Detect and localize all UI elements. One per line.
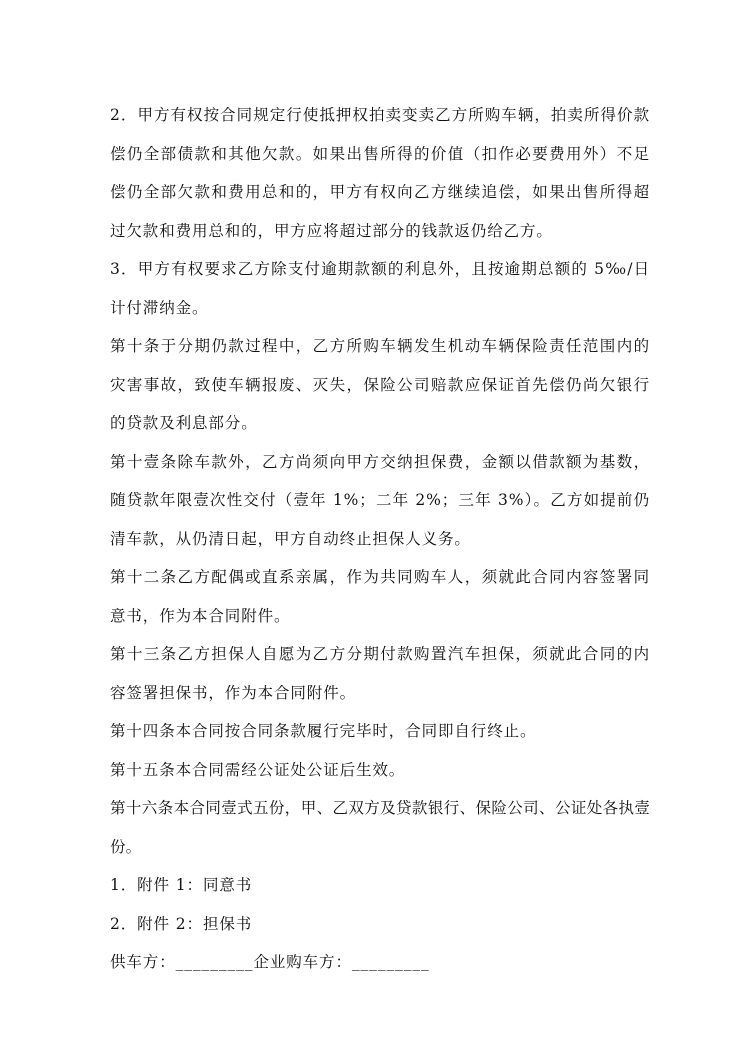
clause-2-auction: 2．甲方有权按合同规定行使抵押权拍卖变卖乙方所购车辆，拍卖所得价款偿仍全部债款和其他欠款。如果出售所得的价值（扣作必要费用外）不足偿仍全部欠款和费用总和的，甲方有权向乙方继续追偿，如果出售所得超过欠款和费用总和的，甲方应将超过部分的钱款返仍给乙方。 [110,106,650,240]
attachment-2: 2．附件 2：担保书 [110,914,253,933]
signature-line: 供车方：_________企业购车方：_________ [110,953,430,971]
attachment-1: 1．附件 1：同意书 [110,876,253,894]
article-16: 第十六条本合同壹式五份，甲、乙双方及贷款银行、保险公司、公证处各执壹份。 [110,799,650,856]
article-14: 第十四条本合同按合同条款履行完毕时，合同即自行终止。 [110,722,537,740]
article-13: 第十三条乙方担保人自愿为乙方分期付款购置汽车担保，须就此合同的内容签署担保书，作为本合同附件。 [110,645,650,702]
document-body [110,96,650,982]
article-11: 第十壹条除车款外，乙方尚须向甲方交纳担保费，金额以借款额为基数，随贷款年限壹次性交付（壹年 1%；二年 2%；三年 3%）。乙方如提前仍清车款，从仍清日起，甲方自动终止担保人义务。 [110,452,650,548]
clause-3-late-fee: 3．甲方有权要求乙方除支付逾期款额的利息外，且按逾期总额的 5‰/日计付滞纳金。 [110,260,650,317]
article-10: 第十条于分期仍款过程中，乙方所购车辆发生机动车辆保险责任范围内的灾害事故，致使车辆报废、灭失，保险公司赔款应保证首先偿仍尚欠银行的贷款及利息部分。 [110,337,650,432]
article-12: 第十二条乙方配偶或直系亲属，作为共同购车人，须就此合同内容签署同意书，作为本合同附件。 [110,568,650,625]
article-15: 第十五条本合同需经公证处公证后生效。 [110,760,406,779]
